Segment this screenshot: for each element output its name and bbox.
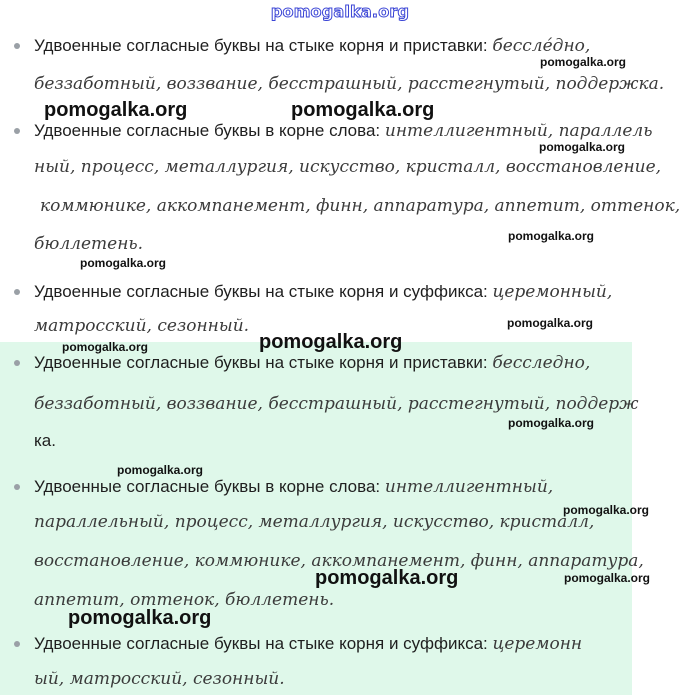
bullet-3 [14, 289, 20, 295]
bullet-1 [14, 43, 20, 49]
watermark: pomogalka.org [259, 331, 403, 353]
s1-p3-line1 [34, 281, 612, 303]
s2-p2-line1 [34, 476, 553, 498]
watermark: pomogalka.org [315, 567, 459, 589]
watermark-small: pomogalka.org [564, 571, 651, 585]
bullet-6 [14, 641, 20, 647]
watermark-small: pomogalka.org [540, 55, 627, 69]
s2-p1-example: бесследно, [492, 353, 591, 373]
bullet-4 [14, 360, 20, 366]
s2-p3-line2-text: ый, матросский, сезонный. [34, 669, 285, 689]
s2-p2-line3: восстановление, коммюнике, аккомпанемент, финн, аппаратура, [34, 551, 644, 571]
watermark-small: pomogalka.org [563, 503, 650, 517]
s2-p3-line1 [34, 633, 582, 655]
bullet-5 [14, 484, 20, 490]
s1-p2-example: интеллигентный, параллель [384, 121, 653, 141]
s2-p1-line1 [34, 352, 590, 374]
s2-p2-example: интеллигентный, [384, 477, 554, 497]
s1-p2-line2: ный, процесс, металлургия, искусство, кристалл, восстановление, [34, 157, 662, 177]
s2-p2-intro: Удвоенные согласные буквы в корне слова: [34, 477, 381, 496]
s1-p1-example: бессле́дно, [492, 36, 591, 56]
s1-p2-intro: Удвоенные согласные буквы в корне слова: [34, 121, 381, 140]
watermark-small: pomogalka.org [539, 140, 626, 154]
s2-p3-intro: Удвоенные согласные буквы на стыке корня и суффикса: [34, 634, 488, 653]
watermark: pomogalka.org [291, 99, 435, 121]
s1-p1-line1 [34, 35, 590, 57]
watermark-small: pomogalka.org [508, 229, 595, 243]
watermark-small: pomogalka.org [507, 316, 594, 330]
watermark-small: pomogalka.org [62, 340, 149, 354]
watermark-top: pomogalka.org [270, 2, 410, 21]
s2-p2-line4: аппетит, оттенок, бюллетень. [34, 590, 335, 610]
watermark: pomogalka.org [44, 99, 188, 121]
watermark-small: pomogalka.org [80, 256, 167, 270]
s1-p2-line4: бюллетень. [34, 234, 144, 254]
s1-p3-line2: матросский, сезонный. [34, 316, 250, 336]
s1-p2-line3: коммюнике, аккомпанемент, финн, аппаратура, аппетит, оттенок, [40, 196, 680, 216]
s2-p2-line2: параллельный, процесс, металлургия, искусство, кристалл, [34, 512, 595, 532]
bullet-2 [14, 128, 20, 134]
watermark-small: pomogalka.org [508, 416, 595, 430]
watermark: pomogalka.org [68, 607, 212, 629]
s2-p3-line2 [34, 668, 285, 690]
s1-p3-example: церемонный, [492, 282, 613, 302]
s1-p3-intro: Удвоенные согласные буквы на стыке корня и суффикса: [34, 282, 488, 301]
s1-p1-intro: Удвоенные согласные буквы на стыке корня и приставки: [34, 36, 488, 55]
s1-p1-line2: беззаботный, воззвание, бесстрашный, расстегнутый, поддержка. [34, 74, 665, 94]
s2-p3-example: церемонн [492, 634, 583, 654]
s1-p2-line1 [34, 120, 653, 142]
watermark-small: pomogalka.org [117, 463, 204, 477]
s2-p1-line3: ка. [34, 431, 56, 450]
s2-p1-intro: Удвоенные согласные буквы на стыке корня и приставки: [34, 353, 488, 372]
s2-p1-line2: беззаботный, воззвание, бесстрашный, расстегнутый, поддерж [34, 394, 639, 414]
